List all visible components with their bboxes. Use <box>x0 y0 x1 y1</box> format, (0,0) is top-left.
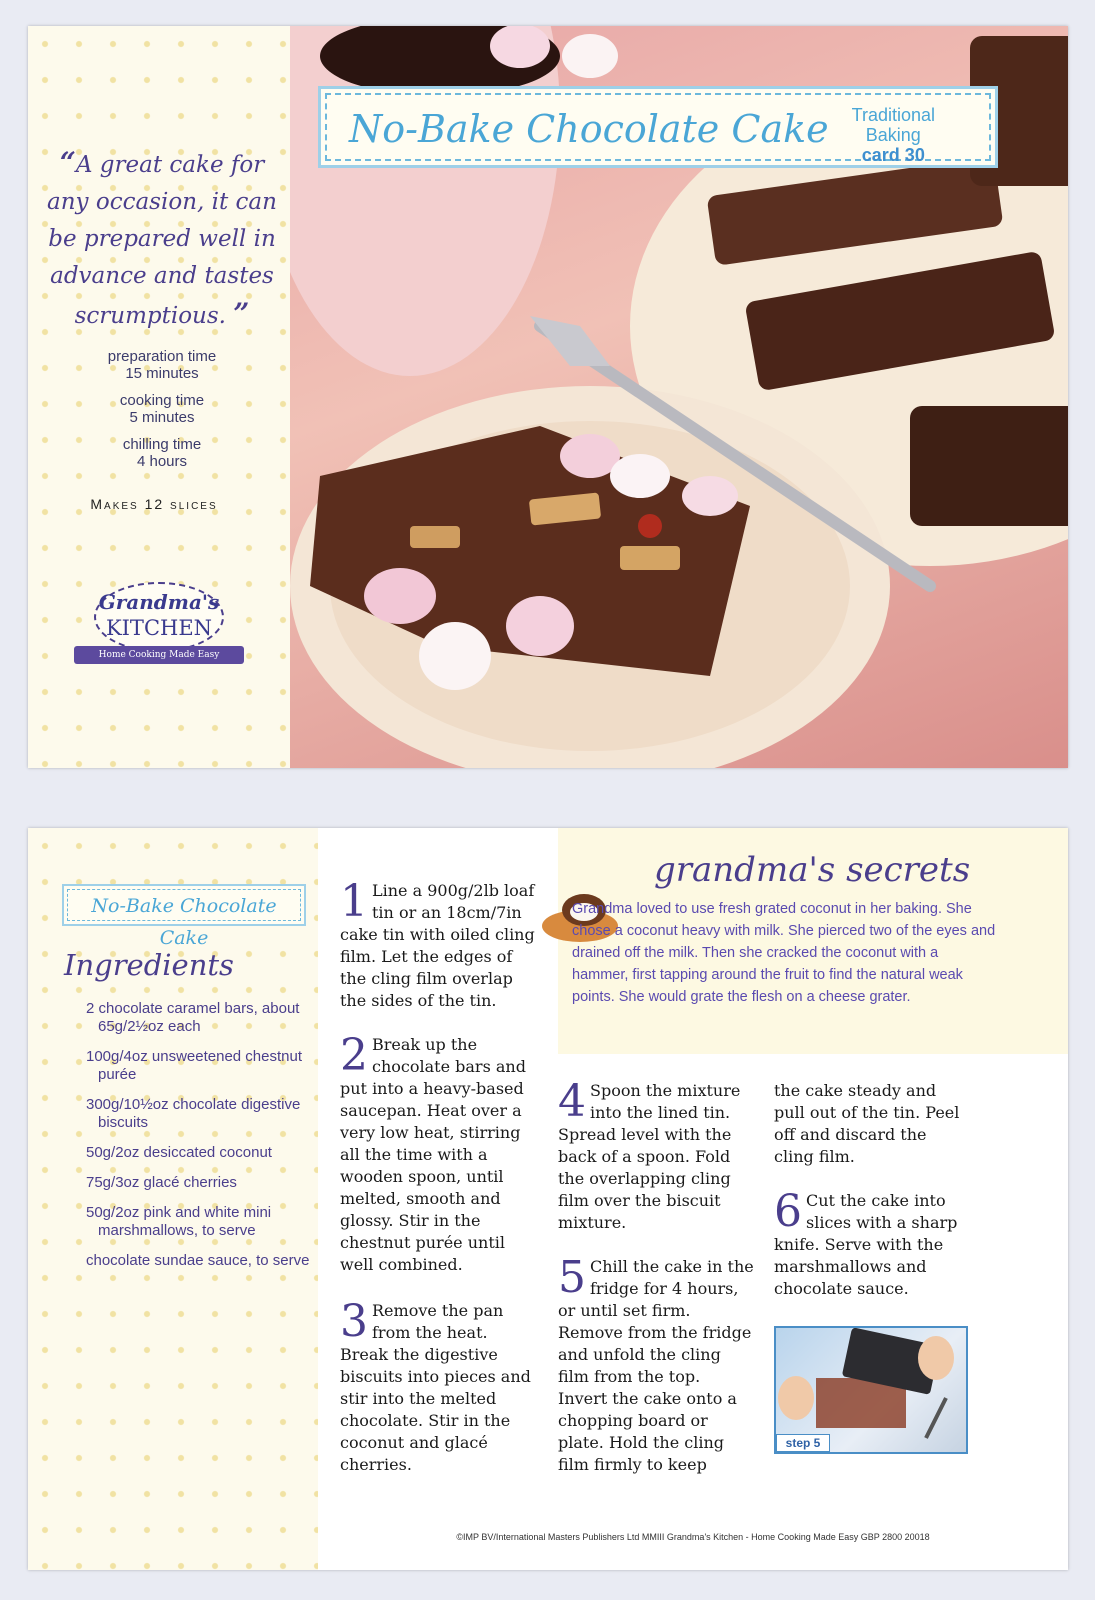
cook-time-value: 5 minutes <box>129 409 195 426</box>
series-line2: Baking <box>865 125 921 145</box>
biscuit-piece-shape <box>620 546 680 570</box>
close-quote-mark: ” <box>233 297 250 330</box>
ingredient-item: chocolate sundae sauce, to serve <box>86 1252 310 1269</box>
logo-line2: KITCHEN <box>105 616 213 640</box>
step-text: Chill the cake in the fridge for 4 hours, or until set firm. Remove from the fridge and unfold the cling film from the top. Invert the cake onto a chopping board or plate. Hold the cling film firmly to keep <box>558 1257 754 1474</box>
title-banner <box>318 86 998 168</box>
step-5 <box>558 1252 754 1476</box>
ingredient-item: 2 chocolate caramel bars, about 65g/2½oz each <box>86 1000 300 1035</box>
ingredient-item: 100g/4oz unsweetened chestnut purée <box>86 1048 302 1083</box>
marshmallow-shape <box>682 476 738 516</box>
ingredients-heading: Ingredients <box>64 948 234 982</box>
step-number: 1 <box>340 876 368 927</box>
marshmallow-shape <box>562 34 618 78</box>
series-line1: Traditional <box>851 105 935 125</box>
recipe-card-back <box>28 828 1068 1570</box>
cake-slice-shape <box>910 406 1068 526</box>
fork-head-shape <box>530 316 610 366</box>
step-number: 5 <box>558 1252 586 1303</box>
quote-text: A great cake for any occasion, it can be prepared well in advance and tastes scrumptious. <box>47 152 277 329</box>
hand-shape <box>778 1376 814 1420</box>
recipe-title: No-Bake Chocolate Cake <box>349 107 829 151</box>
recipe-card-front <box>28 26 1068 768</box>
knife-shape <box>926 1398 946 1438</box>
step-number: 4 <box>558 1076 586 1127</box>
ingredient-item: 50g/2oz desiccated coconut <box>86 1144 272 1161</box>
marshmallow-shape <box>490 26 550 68</box>
step-text: Cut the cake into slices with a sharp knife. Serve with the marshmallows and chocolate sauce. <box>774 1191 958 1298</box>
prep-time-label: preparation time <box>107 348 217 365</box>
biscuit-piece-shape <box>410 526 460 548</box>
step-5-photo <box>774 1326 968 1454</box>
step-number: 2 <box>340 1030 368 1081</box>
open-quote-mark: “ <box>59 146 76 179</box>
step-6 <box>774 1186 970 1300</box>
cherry-shape <box>638 514 662 538</box>
ingredient-item: 300g/10½oz chocolate digestive biscuits <box>86 1096 301 1131</box>
marshmallow-shape <box>419 622 491 690</box>
front-sidebar <box>28 26 296 768</box>
step-photo-label: step 5 <box>776 1434 830 1452</box>
step-number: 6 <box>774 1186 802 1237</box>
step-2 <box>340 1030 536 1276</box>
step-text: Break up the chocolate bars and put into a heavy-based saucepan. Heat over a very low heat, stirring all the time with a wooden spoon, until melted, smooth and glossy. Stir in the chestnut purée until well combined. <box>340 1035 526 1274</box>
ingredient-item: 50g/2oz pink and white mini marshmallows, to serve <box>86 1204 272 1239</box>
cook-time <box>28 392 296 426</box>
chill-time-value: 4 hours <box>136 453 188 470</box>
prep-time-value: 15 minutes <box>125 365 199 382</box>
ingredient-item: 75g/3oz glacé cherries <box>86 1174 237 1191</box>
back-title-banner <box>62 884 306 949</box>
card-number: card 30 <box>861 145 925 165</box>
logo-line1: Grandma's <box>98 590 220 614</box>
back-recipe-title: No-Bake Chocolate Cake <box>67 889 301 921</box>
step-number: 3 <box>340 1296 368 1347</box>
hand-shape <box>918 1336 954 1380</box>
step-5-continued: the cake steady and pull out of the tin. Peel off and discard the cling film. <box>774 1081 960 1166</box>
cook-time-label: cooking time <box>119 392 205 409</box>
ingredients-list <box>86 1000 316 1282</box>
step-text: Spoon the mixture into the lined tin. Spread level with the back of a spoon. Fold the overlapping cling film over the biscuit mixture. <box>558 1081 741 1232</box>
marshmallow-shape <box>506 596 574 656</box>
marshmallow-shape <box>610 454 670 498</box>
back-sidebar <box>28 828 318 1570</box>
grandmas-secrets-box <box>558 828 1068 1054</box>
quote <box>46 144 278 335</box>
step-text: Line a 900g/2lb loaf tin or an 18cm/7in cake tin with oiled cling film. Let the edges of the cling film overlap the sides of the tin. <box>340 881 535 1010</box>
step-1 <box>340 876 536 1012</box>
step-3 <box>340 1296 536 1476</box>
grandmas-kitchen-logo <box>74 582 244 672</box>
secrets-title: grandma's secrets <box>654 850 971 890</box>
step-text: Remove the pan from the heat. Break the digestive biscuits into pieces and stir into the melted chocolate. Stir in the coconut and glacé cherries. <box>340 1301 531 1474</box>
marshmallow-shape <box>364 568 436 624</box>
title-banner-border <box>325 93 991 165</box>
step-4 <box>558 1076 754 1234</box>
secrets-text: Grandma loved to use fresh grated coconut in her baking. She chose a coconut heavy with milk. She pierced two of the eyes and drained off the milk. Then she cracked the coconut with a hammer, first tapping around the fruit to find the natural weak points. She would grate the flesh on a cheese grater. <box>572 901 996 1005</box>
yield: Makes 12 slices <box>90 496 218 512</box>
chill-time-label: chilling time <box>122 436 202 453</box>
chill-time <box>28 436 296 470</box>
copyright-footer: ©IMP BV/International Masters Publishers Ltd MMIII Grandma's Kitchen - Home Cooking Made Easy GBP 2800 20018 <box>456 1532 930 1542</box>
series-info <box>852 105 935 165</box>
logo-tagline: Home Cooking Made Easy <box>74 646 244 664</box>
prep-time <box>28 348 296 382</box>
